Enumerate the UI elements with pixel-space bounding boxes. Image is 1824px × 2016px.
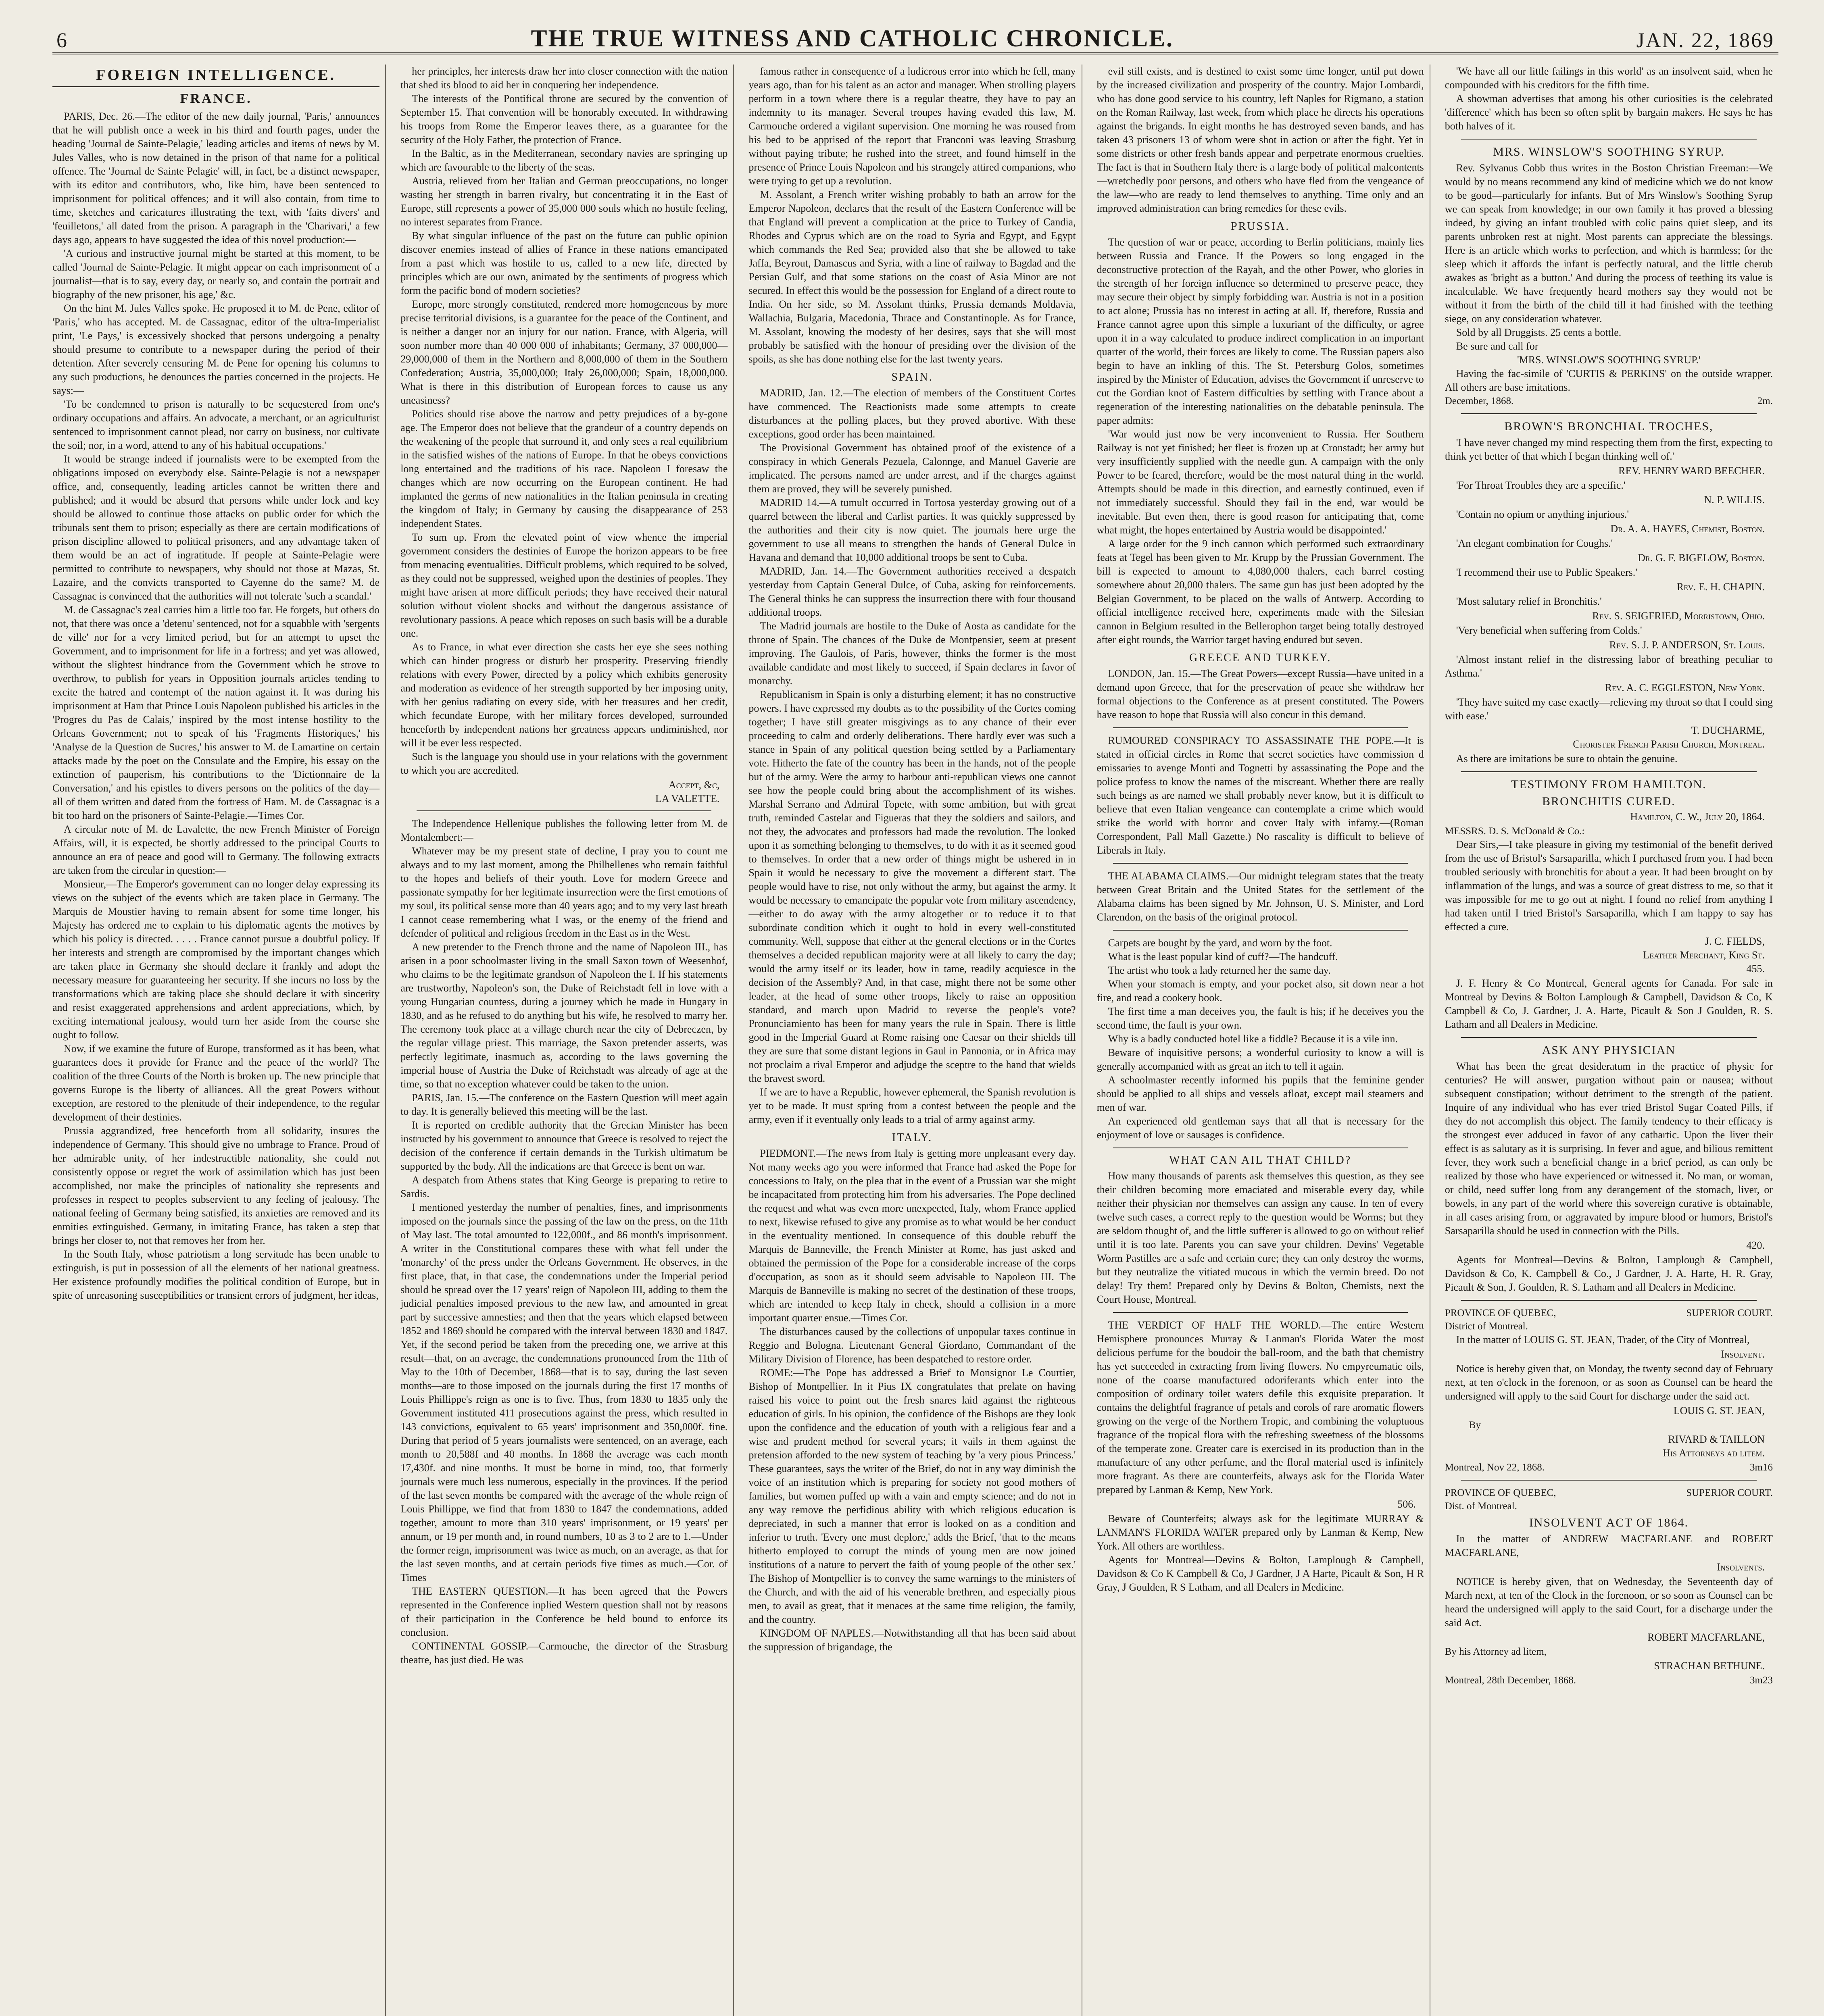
- divider: [1461, 771, 1757, 772]
- column-2: [400, 65, 734, 2016]
- section-header-foreign: FOREIGN INTELLIGENCE.: [52, 66, 379, 87]
- joke-paragraph: Beware of inquisitive persons; a wonderful curiosity to know a will is generally accompanied with as great an itch to tell it again.: [1096, 1047, 1424, 1072]
- divider: [1461, 1300, 1757, 1301]
- joke-paragraph: Why is a badly conducted hotel like a fiddle? Because it is a vile inn.: [1108, 1033, 1398, 1045]
- testimonial-author: Rev. S. SEIGFRIED, Morristown, Ohio.: [1592, 610, 1765, 622]
- newspaper-title: THE TRUE WITNESS AND CATHOLIC CHRONICLE.: [531, 25, 1174, 52]
- column-5: [1445, 65, 1778, 2016]
- article-paragraph: The interests of the Pontifical throne are secured by the convention of September 15. That convention will be honorably executed. In withdrawing his troops from Rome the Emperor leaves there, as a guarantee for the security of the Holy Father, the protection of France.: [400, 93, 728, 146]
- joke-paragraph: What is the least popular kind of cuff?—The handcuff.: [1108, 951, 1338, 962]
- ad-number: 506.: [1397, 1498, 1416, 1510]
- divider: [417, 810, 711, 811]
- masthead: [52, 16, 1778, 54]
- ad-paragraph: What has been the great desideratum in the practice of physic for centuries? He will answer, purgation without pain or nausea; without subsequent constipation; without detriment to the strength of the patient. Inquire of any individual who has ever tried Bristol Sugar Coated Pills, if they do not accomplish this object. The family tendency to their efficacy is the strongest ever adduced in favor of any cathartic. Upon the liver their effect is as salutary as it is surprising. In fever and ague, and bilious remittent fever, they work such a beneficial change in a brief period, as can only be realized by those who have experienced or witnessed it. No man, or woman, or child, need suffer long from any derangement of the stomach, liver, or bowels, in any part of the world where this sovereign curative is obtainable, in all cases arising from, or aggravated by impure blood or humors, Bristol's Sarsaparilla should be used in connection with the Pills.: [1445, 1060, 1773, 1237]
- signature-lavalette: LA VALETTE.: [655, 793, 720, 804]
- article-paragraph: As to France, in what ever direction she casts her eye she sees nothing which can hinder progress or disturb her prosperity. Preserving friendly relations with every Power, directed by a policy which exhibits generosity and moderation as evidence of her strength supported by her imposing unity, with her genius radiating on every side, with her treasures and her credit, which fecundate Europe, with her military forces developed, surrounded henceforth by independent nations her greatness appears undiminished, nor will it be ever less respected.: [400, 641, 728, 749]
- article-paragraph: Now, if we examine the future of Europe, transformed as it has been, what guarantees does it provide for France and the peace of the world? The coalition of the three Courts of the North is broken up. The new principle that governs Europe is the liberty of alliances. All the great Powers without exception, are restored to the plenitude of their independence, to the regular development of their destinies.: [52, 1043, 380, 1123]
- testimonial: 'Very beneficial when suffering from Colds.': [1456, 625, 1642, 636]
- article-paragraph: M. de Cassagnac's zeal carries him a little too far. He forgets, but others do not, that there was once a 'detenu' sentenced, not for a squabble with 'sergents de ville' nor for a very limited period, but for an attempt to upset the Government, and to imprisonment for life in a fortress; and yet was allowed, without the slightest hindrance from the Government which he strove to overthrow, to publish for years in Opposition journals articles tending to excite the hatred and contempt of the nation against it. It was during his imprisonment at Ham that Prince Louis Napoleon published his articles in the 'Progres du Pas de Calais,' inspired by the most intense hostility to the Orleans Government; not to speak of his 'Fragments Historiques,' his 'Analyse de la Question de Sucres,' his answer to M. de Lamartine on certain attacks made by the poet on the Consulate and the Empire, his essay on the extinction of pauperism, his contributions to the 'Dictionnaire de la Conversation,' and his epistles to divers persons on the politics of the day—all of them written and dated from the fortress of Ham. M. de Cassagnac is a bit too hard on the prisoners of Sainte-Pelagie.—Times Cor.: [52, 604, 380, 821]
- article-paragraph: It would be strange indeed if journalists were to be exempted from the obligations imposed on everybody else. Sainte-Pelagie is not a newspaper office, and, consequently, leading articles cannot be written there and published; and it would be absurd that persons while under lock and key should be allowed to continue those attacks on public order for which the tribunals sent them to prison; especially as there are certain modifications of prison discipline allowed to political prisoners, and any advantage taken of them would be an act of ingratitude. If people at Sainte-Pelagie were permitted to contribute to newspapers, why should not those at Mazas, St. Lazaire, and the convicts transported to Cayenne do the same? M. de Cassagnac is convinced that the authorities will not tolerate 'such a scandal.': [52, 453, 380, 602]
- article-paragraph: Austria, relieved from her Italian and German preoccupations, no longer wasting her strength in barren rivalry, but concentrating it in the East of Europe, still represents a power of 35,000 000 souls which no hostile feeling, no interest separates from France.: [400, 175, 728, 228]
- legal-by: By his Attorney ad litem,: [1445, 1646, 1547, 1657]
- article-paragraph: RUMOURED CONSPIRACY TO ASSASSINATE THE POPE.—It is stated in official circles in Rome that secret societies have commission d emissaries to avenge Monti and Tognetti by assassinating the Pope and the police profess to know the names of the miscreant. Whether there are really such beings as are named we shall probably never know, but it is difficult to believe that even Italian vengeance can contemplate a crime which would strike the world with horror and cover Italy with infamy.—(Roman Correspondent, Pall Mall Gazette.) No rascality is difficult to believe of Liberals in Italy.: [1096, 735, 1424, 856]
- article-paragraph: A new pretender to the French throne and the name of Napoleon III., has arisen in a poor schoolmaster living in the small Saxon town of Weesenhof, who claims to be the legitimate grandson of Napoleon the I. If his statements are trustworthy, Napoleon's son, the Duke of Reichstadt fell in love with a young Hungarian countess, during a journey which he made in Hungary in 1830, and as he refused to do anything but his wife, he resolved to marry her. The ceremony took place at a village church near the city of Debreczen, by the regular village priest. This marriage, the Saxon pretender asserts, was perfectly legitimate, inasmuch as, according to the laws governing the imperial house of Austria the Duke of Reichstadt was already of age at the time, so that no exception whatever could be taken to the union.: [400, 941, 728, 1090]
- heading-italy: ITALY.: [892, 1131, 933, 1144]
- legal-footer: [1445, 1461, 1773, 1474]
- ad-title-winslow: MRS. WINSLOW'S SOOTHING SYRUP.: [1493, 145, 1725, 158]
- ad-title-brown: BROWN'S BRONCHIAL TROCHES,: [1504, 420, 1714, 433]
- article-paragraph: It is reported on credible authority that the Grecian Minister has been instructed by his government to announce that Greece is resolved to reject the decision of the conference if certain demands in the Turkish ultimatum be supported by the body. All the indications are that Greece is bent on war.: [400, 1119, 728, 1172]
- article-paragraph: The Madrid journals are hostile to the Duke of Aosta as candidate for the throne of Spain. The chances of the Duke de Montpensier, seem at present improving. The Gaulois, of Paris, however, thinks the former is the most available candidate and most likely to succeed, if Spain declares in favor of monarchy.: [748, 620, 1076, 687]
- letter-signature-title: Leather Merchant, King St.: [1643, 949, 1765, 961]
- article-paragraph: A large order for the 9 inch cannon which performed such extraordinary feats at Tegel has been given to Mr. Krupp by the Prussian Government. The bill is expected to amount to 4,080,000 thalers, each barrel costing somewhere about 20,000 thalers. The same gun has just been adopted by the Belgian Government, to be placed on the walls of Antwerp. According to official intelligence received here, experiments made with the Silesian cannon in Belgium resulted in the Bellerophon target being totally destroyed after eight rounds, the Warrior target having endured but seven.: [1096, 538, 1424, 646]
- article-paragraph: PARIS, Jan. 15.—The conference on the Eastern Question will meet again to day. It is generally believed this meeting will be the last.: [400, 1092, 728, 1117]
- ad-paragraph: 'MRS. WINSLOW'S SOOTHING SYRUP.': [1517, 354, 1701, 366]
- ad-subtitle-bronchitis: BRONCHITIS CURED.: [1542, 795, 1676, 808]
- ad-number: 455.: [1746, 963, 1765, 975]
- article-paragraph: Monsieur,—The Emperor's government can no longer delay expressing its views on the subject of the events which are taken place in Germany. The Marquis de Moustier having to remain absent for some time longer, his Majesty has ordered me to explain to his diplomatic agents the motives by which his policy is directed. . . . . France cannot pursue a doubtful policy. If her interests and strength are compromised by the important changes which are taken place in Germany she should declare it frankly and adopt the necessary measure for guaranteeing her security. If she incurs no loss by the transformations which are taking place she should declare it with sincerity and resist exaggerated apprehensions and ardent appreciations, which, by exciting international jealousy, would turn her aside from the course she ought to follow.: [52, 878, 380, 1041]
- ad-paragraph: Agents for Montreal—Devins & Bolton, Lamplough & Campbell, Davidson & Co K Campbell & Co, J Gardner, J A Harte, Picault & Son, H R Gray, J Goulden, R S Latham, and all Dealers in Medicine.: [1096, 1554, 1424, 1593]
- article-paragraph: evil still exists, and is destined to exist some time longer, until put down by the increased civilization and prosperity of the country. Major Lombardi, who has done good service to his country, left Naples for Rigmano, a station on the Roman Railway, last week, from which place he directs his operations against the brigands. In eight months he has destroyed seven bands, and has taken 43 prisoners 13 of whom were shot in action or after the fight. Yet in some districts or other fresh bands appear and perpetrate enormous cruelties. The fact is that in Southern Italy there is a large body of political malcontents—wretchedly poor persons, and others who have fled from the vengeance of the law—who are ready to lend themselves to anything. Time only and an improved administration can bring remedies for these evils.: [1096, 65, 1424, 214]
- article-paragraph: A circular note of M. de Lavalette, the new French Minister of Foreign Affairs, will, it is expected, be shortly addressed to the principal Courts to announce an era of peace and good will to Germany. The following extracts are taken from the circular in question:—: [52, 823, 380, 876]
- legal-code: 3m23: [1750, 1675, 1773, 1686]
- legal-province-line: PROVINCE OF QUEBEC,: [1445, 1308, 1556, 1318]
- ad-paragraph: Agents for Montreal—Devins & Bolton, Lamplough & Campbell, Davidson & Co, K. Campbell & Co., J Gardner, J. A. Harte, H. R. Gray, Picault & Son, J. Goulden, R. S. Latham and all Dealers in Medicine.: [1445, 1254, 1773, 1293]
- article-paragraph: 'To be condemned to prison is naturally to be sequestered from one's ordinary occupations and affairs. An advocate, a merchant, or an agriculturist sentenced to imprisonment cannot plead, nor carry on business, nor cultivate the soil; nor, in a word, attend to any of his habitual occupations.': [52, 398, 380, 451]
- heading-france: FRANCE.: [180, 91, 252, 106]
- joke-paragraph: The first time a man deceives you, the fault is his; if he deceives you the second time, the fault is your own.: [1096, 1006, 1424, 1031]
- testimonial: 'For Throat Troubles they are a specific.': [1456, 479, 1626, 491]
- article-paragraph: The disturbances caused by the collections of unpopular taxes continue in Reggio and Bologna. Lieutenant General Giordano, Commandant of the Military Division of Florence, has been despatched to restore order.: [748, 1326, 1076, 1365]
- testimonial: 'I recommend their use to Public Speakers.': [1456, 566, 1637, 578]
- testimonial: 'They have suited my case exactly—relieving my throat so that I could sing with ease.': [1445, 696, 1773, 722]
- article-paragraph: On the hint M. Jules Valles spoke. He proposed it to M. de Pene, editor of 'Paris,' who has accepted. M. de Cassagnac, editor of the ultra-Imperialist print, 'Le Pays,' is excessively shocked that persons undergoing a penalty should presume to contribute to a newspaper during the period of their detention. After severely censuring M. de Pene for opening his columns to any such productions, he denounces the parties concerned in the projects. He says:—: [52, 302, 380, 396]
- legal-signature: ROBERT MACFARLANE,: [1647, 1631, 1765, 1643]
- legal-court: SUPERIOR COURT.: [1686, 1487, 1773, 1498]
- article-paragraph: M. Assolant, a French writer wishing probably to bath an arrow for the Emperor Napoleon, declares that the result of the Eastern Conference will be that England will prevent a complication at the price to Turkey of Candia, Rhodes and Cyprus which are on the road to Syria and Egypt, and Egypt which commands the Red Sea; provided also that she be allowed to take Jaffa, Beyrout, Damascus and Syria, with a line of railway to Bagdad and the Persian Gulf, and that some stations on the coast of Asia Minor are not secured. In effect this would be the possession for England of a direct route to India. On her side, so M. Assolant thinks, Prussia demands Moldavia, Wallachia, Bulgaria, Macedonia, Thrace and Constantinople. As for France, M. Assolant, knowing the modesty of her desires, says that she will most probably be satisfied with the honour of presiding over the division of the spoils, as she has done nothing else for the last twenty years.: [748, 189, 1076, 365]
- legal-province: [1445, 1486, 1556, 1513]
- legal-province: [1445, 1306, 1556, 1333]
- article-paragraph: Prussia aggrandized, free henceforth from all solidarity, insures the independence of Germany. This should give no umbrage to France. Proud of her admirable unity, of her indestructible nationality, she could not consistently oppose or regret the work of assimilation which has just been accomplished, nor make the principles of nationality she represents and professes in respect to peoples subservient to any feeling of jealousy. The national feeling of Germany being satisfied, its anxieties are removed and its enmities extinguished. Germany, in imitating France, has taken a step that brings her closer to, not that removes her from her.: [52, 1125, 380, 1246]
- testimonial: 'Contain no opium or anything injurious.': [1456, 508, 1629, 520]
- joke-paragraph: Carpets are bought by the yard, and worn by the foot.: [1108, 937, 1332, 949]
- joke-paragraph: The artist who took a lady returned her the same day.: [1108, 964, 1331, 976]
- article-paragraph: The Independence Hellenique publishes the following letter from M. de Montalembert:—: [400, 818, 728, 843]
- testimonial: 'An elegant combination for Coughs.': [1456, 537, 1613, 549]
- article-paragraph: PARIS, Dec. 26.—The editor of the new daily journal, 'Paris,' announces that he will publish once a week in his third and fourth pages, under the heading 'Journal de Sainte-Pelagie,' leading articles and items of news by M. Jules Valles, who is now detained in the prison of that name for a political offence. The 'Journal de Sainte Pelagie' will, in fact, be a distinct newspaper, with its editor and contributors, who, like him, have been sentenced to imprisonment for political offences; and it will also contain, from time to time, sketches and caricatures illustrating the text, with 'faits divers' and 'feuilletons,' all dated from the prison. A paragraph in the 'Charivari,' a few days ago, appears to have suggested the idea of this novel production:—: [52, 110, 380, 246]
- article-paragraph: 'We have all our little failings in this world' as an insolvent said, when he compounded with his creditors for the fifth time.: [1445, 65, 1773, 91]
- legal-court: SUPERIOR COURT.: [1686, 1308, 1773, 1318]
- legal-attorneys: RIVARD & TAILLON: [1668, 1433, 1765, 1445]
- legal-attorneys-title: His Attorneys ad litem.: [1663, 1447, 1765, 1459]
- legal-footer: [1445, 1674, 1773, 1687]
- testimonial-author: Dr. G. F. BIGELOW, Boston.: [1638, 552, 1765, 564]
- ad-paragraph: Sold by all Druggists. 25 cents a bottle.: [1456, 327, 1622, 338]
- ad-paragraph: THE VERDICT OF HALF THE WORLD.—The entire Western Hemisphere pronounces Murray & Lanman's Florida Water the most delicious perfume for the boudoir the ball-room, and the bath that chemistry has yet succeeded in extracting from living flowers. No empyreumatic oils, none of the coarse manufactured odoriferants which enter into the composition of ordinary toilet waters defile this exquisite preparation. It contains the delightful fragrance of petals and corols of rare aromatic flowers growing on the verge of the Northern Tropic, and combining the voluptuous fragrance of the tropical flora with the refreshing sweetness of the blossoms of the temperate zone. Greater care is exercised in its production than in the manufacture of any other perfume, and the floral material used is infinitely more fragrant. As there are counterfeits, always ask for the Florida Water prepared by Lanman & Kemp, New York.: [1096, 1319, 1424, 1495]
- article-paragraph: THE ALABAMA CLAIMS.—Our midnight telegram states that the treaty between Great Britain and the United States for the settlement of the Alabama claims has been signed by Mr. Johnson, U. S. Minister, and Lord Clarendon, on the basis of the original protocol.: [1096, 870, 1424, 923]
- ad-title-physician: ASK ANY PHYSICIAN: [1542, 1043, 1676, 1057]
- heading-what-can-ail: WHAT CAN AIL THAT CHILD?: [1169, 1154, 1352, 1166]
- heading-spain: SPAIN.: [891, 371, 933, 383]
- legal-text: Insolvents.: [1717, 1561, 1765, 1573]
- testimonial-author: REV. HENRY WARD BEECHER.: [1618, 465, 1765, 477]
- legal-act-title: INSOLVENT ACT OF 1864.: [1529, 1516, 1689, 1529]
- legal-code: 3m16: [1750, 1462, 1773, 1473]
- article-paragraph: By what singular influence of the past on the future can public opinion discover enemies instead of allies of France in these nations emancipated from a past which was hostile to us, called to a new life, directed by principles which are our own, animated by the sentiments of progress which form the pacific bond of modern societies?: [400, 230, 728, 296]
- testimonial-author: Rev. S. J. P. ANDERSON, St. Louis.: [1609, 639, 1765, 651]
- divider: [1113, 727, 1408, 728]
- testimonial-author: Rev. A. C. EGGLESTON, New York.: [1605, 682, 1765, 694]
- ad-paragraph: How many thousands of parents ask themselves this question, as they see their children becoming more emaciated and miserable every day, while neither their physician nor themselves can assign any cause. In ten of every twelve such cases, a correct reply to the question would be Worms; but they are seldom thought of, and the little sufferer is allowed to go on without relief until it is too late. Parents you can save your children. Devins' Vegetable Worm Pastilles are a safe and certain cure; they can only destroy the worms, but they neutralize the vitiated mucous in which the vermin breed. Do not delay! Try them! Prepared only by Devins & Bolton, Chemists, next the Court House, Montreal.: [1096, 1170, 1424, 1305]
- ad-number: 2m.: [1757, 396, 1773, 406]
- signature-accept: Accept, &c,: [668, 779, 720, 791]
- testimonial-author: N. P. WILLIS.: [1704, 494, 1765, 506]
- article-paragraph: ROME:—The Pope has addressed a Brief to Monsignor Le Courtier, Bishop of Montpellier. In it Pius IX congratulates that prelate on having raised his voice to point out the fresh snares laid against the righteous education of girls. In his opinion, the confidence of the Bishops are they look upon the confidence and the education of youth with a religious fear and a wise and prudent method for several years; it vails in them against the pretension afforded to the new system of teaching by 'a very pious Princess.' These guarantees, says the writer of the Brief, do not in any way diminish the voice of an institution which is preparing for society not good mothers of families, but women puffed up with a vain and empty science; and do not in any way remove the perfidious ability with which religious education is depreciated, in such a manner that error is looked on as a condition and inferior to truth. 'Every one must deplore,' adds the Brief, 'that to the means hitherto employed to corrupt the minds of young men are now joined institutions of a nature to pervert the faith of young people of the other sex.' The Bishop of Montpellier is to convey the same warnings to the ministers of the Church, and with the aid of his venerable brethren, and especially pious men, to avail as great, that it menaces at the same time religion, the family, and the country.: [748, 1367, 1076, 1625]
- legal-date: Montreal, Nov 22, 1868.: [1445, 1462, 1545, 1473]
- legal-district-line: Dist. of Montreal.: [1445, 1501, 1517, 1512]
- legal-text: In the matter of ANDREW MACFARLANE and ROBERT MACFARLANE,: [1445, 1533, 1773, 1558]
- ad-date: December, 1868.: [1445, 396, 1514, 406]
- article-paragraph: Whatever may be my present state of decline, I pray you to count me always and to my last moment, among the Philhellenes who remain faithful to the hopes and beliefs of their youth. Love for modern Greece and passionate sympathy for her legitimate insurrection were the first emotions of my soul, its political sense more than 40 years ago; and to my very last breath I cannot cease remembering what I was, or the enemy of the friend and defender of political and religious freedom in the East as in the West.: [400, 845, 728, 939]
- article-paragraph: LONDON, Jan. 15.—The Great Powers—except Russia—have united in a demand upon Greece, that for the preservation of peace she withdraw her formal objections to the Conference as at present constituted. The Powers have reason to hope that Russia will also concur in this demand.: [1096, 668, 1424, 721]
- joke-paragraph: An experienced old gentleman says that all that is necessary for the enjoyment of love or sausages is confidence.: [1096, 1115, 1424, 1141]
- article-paragraph: THE EASTERN QUESTION.—It has been agreed that the Powers represented in the Conference inplied Western question shall not by reasons of their participation in the Conference be held bound to enforce its conclusion.: [400, 1585, 728, 1638]
- article-paragraph: MADRID, Jan. 14.—The Government authorities received a despatch yesterday from Captain General Dulce, of Cuba, asking for reinforcements. The General thinks he can suppress the insurrection there with four thousand additional troops.: [748, 565, 1076, 618]
- page-number: 6: [56, 29, 68, 52]
- legal-by: By: [1469, 1420, 1481, 1431]
- heading-greece-turkey: GREECE AND TURKEY.: [1189, 652, 1332, 664]
- letter-date: Hamilton, C. W., July 20, 1864.: [1630, 811, 1765, 823]
- ad-title-testimony: TESTIMONY FROM HAMILTON.: [1511, 778, 1707, 791]
- article-paragraph: Politics should rise above the narrow and petty prejudices of a by-gone age. The Emperor does not believe that the grandeur of a country depends on the weakening of the people that surround it, and only sees a real equilibrium in the satisfied wishes of the nations of Europe. In that he obeys convictions long entertained and the traditions of his race. Napoleon I foresaw the changes which are now occurring on the European continent. He had implanted the germs of new nationalities in the Italian peninsula in creating the kingdom of Italy; in Germany by causing the disappearance of 253 independent States.: [400, 408, 728, 529]
- article-paragraph: To sum up. From the elevated point of view whence the imperial government considers the destinies of Europe the horizon appears to be free from menacing eventualities. Difficult problems, which required to be solved, as they could not be suppressed, weighed upon the destinies of peoples. They might have arisen at more difficult periods; they have received their natural solution without violent shocks and without the dangerous assistance of revolutionary passions. A peace which reposes on such basis will be a durable one.: [400, 531, 728, 639]
- article-paragraph: PIEDMONT.—The news from Italy is getting more unpleasant every day. Not many weeks ago you were informed that France had asked the Pope for concessions to Italy, on the plea that in the event of a Prussian war she might be incapacitated from protecting him from his adversaries. The Pope declined the request and what was even more unexpected, Italy, whom France applied to next, likewise refused to give any promise as to what would be her conduct in the eventuality mentioned. In consequence of this double rebuff the Marquis de Banneville, the French Minister at Rome, has just asked and obtained the permission of the Pope for a considerable increase of the corps d'occupation, as soon as it should seem advisable to Napoleon III. The Marquis de Banneville is making no secret of the destination of these troops, which are intended to keep Italy in check, should a collision in a more important quarter ensue.—Times Cor.: [748, 1148, 1076, 1324]
- letter-salutation: MESSRS. D. S. McDonald & Co.:: [1445, 826, 1585, 837]
- divider: [1461, 139, 1757, 140]
- testimonial-author: Rev. E. H. CHAPIN.: [1676, 581, 1765, 593]
- letter-signature: J. C. FIELDS,: [1705, 935, 1765, 947]
- article-paragraph: The Provisional Government has obtained proof of the existence of a conspiracy in which Generals Pezuela, Calonnge, and Manuel Gaverie are implicated. The persons named are under arrest, and if the charges against them are proved, they will be severely punished.: [748, 442, 1076, 495]
- testimonial-author: Dr. A. A. HAYES, Chemist, Boston.: [1610, 523, 1765, 535]
- article-paragraph: her principles, her interests draw her into closer connection with the nation that shed its blood to aid her in conquering her independence.: [400, 65, 728, 91]
- article-paragraph: The question of war or peace, according to Berlin politicians, mainly lies between Russia and France. If the Powers so long engaged in the deconstructive protection of the Rayah, and the other Power, who glories in the strength of her foreign influence so determined to preserve peace, they may secure their object by simply forbidding war. Austria is not in a position to act alone; Prussia has no interest in acting at all. If, therefore, Russia and France cannot agree upon this simple a luxuriant of the difficulty, or agree upon it in a way calculated to produce indirect complication in an important quarter of the world, their forces are likely to come. The Russian papers also begin to have an inkling of this. The St. Petersburg Golos, sometimes inspired by the Minister of Education, advises the Government if unreserve to cut the Gordian knot of Eastern difficulties by settling with France about a regeneration of the interesting nationalities on the debatable peninsula. The paper admits:: [1096, 236, 1424, 426]
- article-paragraph: CONTINENTAL GOSSIP.—Carmouche, the director of the Strasburg theatre, has just died. He was: [400, 1640, 728, 1666]
- article-paragraph: MADRID 14.—A tumult occurred in Tortosa yesterday growing out of a quarrel between the liberal and Carlist parties. It was quickly suppressed by the authorities and their city is now quiet. The journals here urge the government to use all means to strengthen the hands of General Dulce in Havana and demand that 10,000 additional troops be sent to Cuba.: [748, 497, 1076, 563]
- article-paragraph: I mentioned yesterday the number of penalties, fines, and imprisonments imposed on the journals since the passing of the law on the press, on the 11th of May last. The total amounted to 122,000f., and 86 month's imprisonment. A writer in the Constitutional compares these with what fell under the 'monarchy' of the press under the Orleans Government. He observes, in the first place, that, in that case, the condemnations under the Imperial period should be spread over the 17 years' reign of Napoleon III, adding to them the judicial penalties imposed previous to the new law, and amounted in great part by successive amnesties; and then that the years which elapsed between 1852 and 1869 should be compared with the interval between 1830 and 1847. Yet, if the second period be taken from the preceding one, we arrive at this result—that, on an average, the condemnations pronounced from the 11th of May to the 10th of December, 1868—that is to say, during the last seven months—are to those imposed on the journals during the first 17 months of Louis Phillippe's reign as one is to five. Thus, from 1830 to 1835 only the Government instituted 411 prosecutions against the press, which resulted in 143 convictions, equivalent to 65 years' imprisonment and 350,000f. fine. During that period of 5 years journalists were sentenced, on an average, each month to 20,588f and 40 months. In 1868 the average was each month 17,430f. and nine months. It must be borne in mind, too, that formerly journals were much less numerous, especially in the provinces. If the period of the last seven months be compared with the average of the whole reign of Louis Phillippe, we find that from 1830 to 1847 the condemnations, added together, amount to more than 310 years' imprisonment, or 19 years' per annum, or 19 per month and, in round numbers, 10 as 3 to 2 are to 1.—Under the former reign, imprisonment was twice as much, on an average, as that for the last seven months, and at certain periods five times as much.—Cor. of Times: [400, 1202, 728, 1583]
- ad-paragraph: Having the fac-simile of 'CURTIS & PERKINS' on the outside wrapper. All others are base imitations.: [1445, 368, 1773, 393]
- article-paragraph: Republicanism in Spain is only a disturbing element; it has no constructive powers. I have expressed my doubts as to the possibility of the Cortes coming together; I have still greater misgivings as to any chance of their ever proceeding to calm and orderly deliberations. There hardly ever was such a stance in Spain of any political question being settled by a Parliamentary vote. Hitherto the fate of the country has been in the hands, not of the people but of the army. Were the army to harbour anti-republican views one cannot see how the people could bring about the accomplishment of its wishes. Marshal Serrano and Admiral Topete, with some ambition, but with great truth, reminded Castelar and Figueras that they the soldiers and sailors, and not they, the advocates and professors had made the revolution. The looked upon it as something belonging to themselves, to do with it as it seemed good to themselves. In order that a new order of things might be ushered in in Spain it would be necessary to give the movement a different start. The people would have to rise, not only without the army, but against the army. It would be necessary to emancipate the popular vote from military ascendency,—either to do away with the army altogether or to reduce it to that subordinate condition which it ought to hold in every well-constituted community. Well, suppose that either at the general elections or in the Cortes themselves a decided republican majority were at all likely to carry the day; would the army itself or its leader, bow in tame, readily acquiesce in the decision of the Assembly? And, in that case, might there not be some other leader, at the head of some other troops, likely to raise an opposition standard, and march upon Madrid to reverse the people's vote? Pronunciamiento has been for many years the rule in Spain. There is little good in the Imperial Guard at Rome raising one Caesar on their shields till they are sure that some distant legions in Gaul in Pannonia, or in Africa may not proclaim a rival Emperor and adjudge the sceptre to the hand that wields the bravest sword.: [748, 689, 1076, 1084]
- legal-signature: LOUIS G. ST. JEAN,: [1673, 1405, 1765, 1416]
- column-3: [748, 65, 1082, 2016]
- testimonial: 'Most salutary relief in Bronchitis.': [1456, 596, 1602, 607]
- legal-notice-header: [1445, 1486, 1773, 1513]
- legal-notice-header: [1445, 1306, 1773, 1333]
- article-paragraph: In the Baltic, as in the Mediterranean, secondary navies are springing up which are favourable to the liberty of the seas.: [400, 148, 728, 173]
- letter-body: Dear Sirs,—I take pleasure in giving my testimonial of the benefit derived from the use of Bristol's Sarsaparilla, which I purchased from you. I had been troubled seriously with bronchitis for about a year. It had been brought on by inflammation of the lungs, and was a source of great distress to me, so that it was impossible for me to go out at night. I found no relief from anything I had taken until I tried Bristol's Sarsaparilla, which I am happy to say has effected a cure.: [1445, 839, 1773, 933]
- legal-district-line: District of Montreal.: [1445, 1321, 1528, 1332]
- issue-date: JAN. 22, 1869: [1636, 29, 1774, 52]
- testimonial-author: T. DUCHARME,: [1691, 725, 1765, 736]
- legal-province-line: PROVINCE OF QUEBEC,: [1445, 1487, 1556, 1498]
- article-paragraph: Europe, more strongly constituted, rendered more homogeneous by more precise territorial divisions, is a guarantee for the peace of the Continent, and is neither a danger nor an injury for our nation. France, with Algeria, will soon number more than 40 000 000 of inhabitants; Germany, 37 000,000—29,000,000 of them in the Northern and 8,000,000 of them in the Southern Confederation; Austria, 35,000,000; Italy 26,000,000; Spain, 18,000,000. What is there in this distribution of European forces to cause us any uneasiness?: [400, 298, 728, 406]
- legal-date: Montreal, 28th December, 1868.: [1445, 1675, 1576, 1686]
- heading-prussia: PRUSSIA.: [1231, 220, 1290, 233]
- column-1: [52, 65, 386, 2016]
- article-paragraph: A despatch from Athens states that King George is preparing to retire to Sardis.: [400, 1174, 728, 1200]
- legal-text: NOTICE is hereby given, that on Wednesday, the Seventeenth day of March next, at ten of the Clock in the forenoon, or so soon as Counsel can be heard the undersigned will apply to the said Court, for a discharge under the said Act.: [1445, 1576, 1773, 1629]
- article-paragraph: MADRID, Jan. 12.—The election of members of the Constituent Cortes have commenced. The Reactionists made some attempts to create disturbances at the polling places, but they proved abortive. With these exceptions, good order has been maintained.: [748, 387, 1076, 440]
- legal-text: Insolvent.: [1721, 1348, 1765, 1360]
- article-paragraph: Such is the language you should use in your relations with the government to which you are accredited.: [400, 751, 728, 776]
- column-4: [1097, 65, 1430, 2016]
- article-paragraph: 'War would just now be very inconvenient to Russia. Her Southern Railway is not yet finished; her fleet is frozen up at Cronstadt; her army but very insufficiently supplied with the needle gun. A campaign with the only Power to be feared, therefore, would be the most natural thing in the world. Attempts should be made in this direction, and earnestly continued, even if not immediately successful. Should they fail in the end, war would be inevitable. But even then, there is good reason for anticipating that, come what might, the hopes entertained by Austria would be disappointed.': [1096, 428, 1424, 536]
- joke-paragraph: A schoolmaster recently informed his pupils that the feminine gender should be applied to all ships and vessels afloat, except mail steamers and men of war.: [1096, 1074, 1424, 1113]
- legal-attorney: STRACHAN BETHUNE.: [1654, 1660, 1765, 1672]
- article-paragraph: famous rather in consequence of a ludicrous error into which he fell, many years ago, than for his talent as an actor and manager. When strolling players perform in a town where there is a regular theatre, they have to pay an indemnity to its manager. Several troupes having evaded this law, M. Carmouche ordered a vigilant supervision. One morning he was roused from his bed to be apprised of the report that Franconi was leaving Strasburg without paying tribute; he rushed into the street, and found himself in the presence of Prince Louis Napoleon and his strangely attired companions, who were trying to get up a revolution.: [748, 65, 1076, 187]
- divider: [1113, 1312, 1408, 1313]
- ad-paragraph: Beware of Counterfeits; always ask for the legitimate MURRAY & LANMAN'S FLORIDA WATER prepared only by Lanman & Kemp, New York. All others are worthless.: [1096, 1513, 1424, 1552]
- ad-paragraph: Rev. Sylvanus Cobb thus writes in the Boston Christian Freeman:—We would by no means recommend any kind of medicine which we do not know to be good—particularly for infants. But of Mrs Winslow's Soothing Syrup we can speak from knowledge; in our own family it has proved a blessing indeed, by giving an infant troubled with colic pains quiet sleep, and its parents unbroken rest at night. Most parents can appreciate the blessings. Here is an article which works to perfection, and which is harmless; for the sleep which it affords the infant is perfectly natural, and the little cherub awakes as 'bright as a button.' And during the process of teething its value is incalculable. We have frequently heard mothers say they would not be without it from the birth of the child till it had finished with the teething siege, on any consideration whatever.: [1445, 162, 1773, 325]
- divider: [1113, 863, 1408, 864]
- divider: [1461, 413, 1757, 414]
- testimonial: 'I have never changed my mind respecting them from the first, expecting to think yet better of that which I began thinking well of.': [1445, 437, 1773, 462]
- ad-number: 420.: [1746, 1239, 1765, 1251]
- divider: [1461, 1480, 1757, 1481]
- testimonial: 'Almost instant relief in the distressing labor of breathing peculiar to Asthma.': [1445, 654, 1773, 679]
- divider: [1461, 1037, 1757, 1038]
- ad-footer: [1445, 394, 1773, 408]
- legal-text: In the matter of LOUIS G. ST. JEAN, Trader, of the City of Montreal,: [1456, 1334, 1750, 1345]
- article-paragraph: In the South Italy, whose patriotism a long servitude has been unable to extinguish, is put in possession of all the elements of her national greatness. Her existence profoundly modifies the political condition of Europe, but in spite of unreasoning susceptibilities or transient errors of judgment, her ideas,: [52, 1248, 380, 1301]
- ad-paragraph: J. F. Henry & Co Montreal, General agents for Canada. For sale in Montreal by Devins & Bolton Lamplough & Campbell, Davidson & Co, K Campbell & Co, J. Gardner, J. A. Harte, Picault & Son J Goulden, R. S. Latham and all Dealers in Medicine.: [1445, 977, 1773, 1030]
- ad-paragraph: Be sure and call for: [1456, 340, 1538, 352]
- testimonial-author-title: Chorister French Parish Church, Montreal.: [1573, 738, 1765, 750]
- joke-paragraph: When your stomach is empty, and your pocket also, sit down near a hot fire, and read a cookery book.: [1096, 978, 1424, 1004]
- divider: [1113, 930, 1408, 931]
- legal-text: Notice is hereby given that, on Monday, the twenty second day of February next, at ten o'clock in the forenoon, or as soon as Counsel can be heard the undersigned will apply to the said Court for discharge under the said act.: [1445, 1363, 1773, 1402]
- article-paragraph: If we are to have a Republic, however ephemeral, the Spanish revolution is yet to be made. It must spring from a contest between the people and the army, even if it eventually only leads to a trial of army against army.: [748, 1086, 1076, 1125]
- ad-paragraph: As there are imitations be sure to obtain the genuine.: [1456, 753, 1678, 764]
- article-paragraph: A showman advertises that among his other curiosities is the celebrated 'difference' which has been so often split by bargain makers. He says he has both halves of it.: [1445, 93, 1773, 132]
- columns: [52, 65, 1778, 2016]
- article-paragraph: 'A curious and instructive journal might be started at this moment, to be called 'Journal de Sainte-Pelagie. It might appear on each imprisonment of a journalist—that is to say, every day, or nearly so, and contain the portrait and biography of the new prisoner, his age,' &c.: [52, 248, 380, 300]
- article-paragraph: KINGDOM OF NAPLES.—Notwithstanding all that has been said about the suppression of brigandage, the: [748, 1627, 1076, 1653]
